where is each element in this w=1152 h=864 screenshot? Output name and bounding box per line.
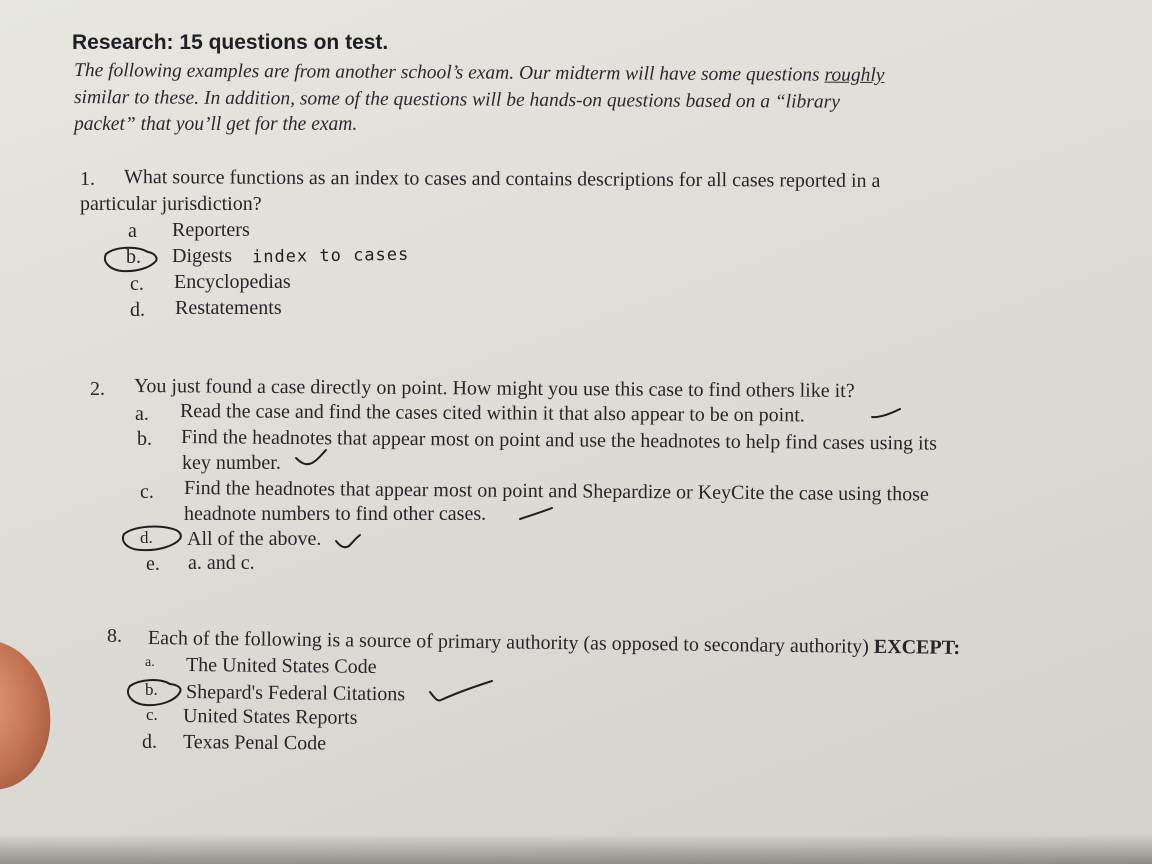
- intro-line-2: similar to these. In addition, some of the questions will be hands-on questions based on a “library: [73, 87, 840, 113]
- q1-option-c: Encyclopedias: [174, 271, 291, 293]
- q2-option-a-letter: a.: [135, 403, 149, 425]
- q8-text-bold: EXCEPT:: [873, 635, 961, 659]
- q8-option-b-letter: b.: [145, 680, 158, 699]
- q8-option-b: Shepard's Federal Citations: [185, 681, 406, 706]
- q1-text-line-2: particular jurisdiction?: [80, 193, 262, 215]
- q8-text-regular: Each of the following is a source of primary authority (as opposed to secondary authority): [147, 627, 870, 658]
- q2-option-d: All of the above.: [187, 528, 322, 550]
- intro-line-1-text: The following examples are from another school’s exam. Our midterm will have some questions: [73, 60, 820, 86]
- intro-line-3: packet” that you’ll get for the exam.: [74, 114, 358, 135]
- q8-option-c: United States Reports: [182, 705, 358, 729]
- q8-option-d: Texas Penal Code: [182, 731, 327, 755]
- q1-option-b-letter: b.: [126, 246, 141, 268]
- q2-option-b-line-2: key number.: [182, 452, 281, 474]
- intro-underlined-word: roughly: [824, 64, 885, 86]
- q1-option-c-letter: c.: [130, 273, 144, 295]
- q1-option-d: Restatements: [175, 297, 282, 319]
- q2-text-line-1: You just found a case directly on point. How might you use this case to find others like it?: [133, 375, 855, 403]
- q1-option-a-letter: a: [128, 220, 137, 242]
- q2-option-c-line-1: Find the headnotes that appear most on point and Shepardize or KeyCite the case using those: [183, 477, 929, 506]
- q2-option-e: a. and c.: [188, 552, 255, 574]
- q8-option-d-letter: d.: [142, 731, 157, 753]
- page-title: Research: 15 questions on test.: [72, 31, 389, 54]
- q1-handwritten-note: index to cases: [251, 244, 410, 268]
- q2-number: 2.: [90, 378, 105, 400]
- q8-number: 8.: [107, 625, 122, 647]
- q2-option-d-letter: d.: [140, 528, 153, 547]
- q1-option-b: Digests: [172, 245, 232, 267]
- q1-number: 1.: [80, 168, 95, 190]
- q2-option-a: Read the case and find the cases cited within it that also appear to be on point.: [179, 400, 805, 427]
- page-shadow: [0, 834, 1152, 864]
- q8-option-a: The United States Code: [185, 654, 377, 678]
- q2-option-c-letter: c.: [140, 481, 154, 503]
- q2-option-b-letter: b.: [137, 428, 152, 450]
- q8-option-a-letter: a.: [145, 655, 155, 670]
- q1-option-d-letter: d.: [130, 299, 145, 321]
- q8-option-c-letter: c.: [146, 705, 158, 724]
- q1-option-a: Reporters: [172, 219, 250, 241]
- q2-option-e-letter: e.: [146, 553, 160, 575]
- q2-option-c-line-2: headnote numbers to find other cases.: [184, 503, 487, 525]
- q1-text-line-1: What source functions as an index to cases and contains descriptions for all cases reported in a: [123, 166, 881, 192]
- q2-option-b-line-1: Find the headnotes that appear most on point and use the headnotes to help find cases using its: [180, 426, 938, 455]
